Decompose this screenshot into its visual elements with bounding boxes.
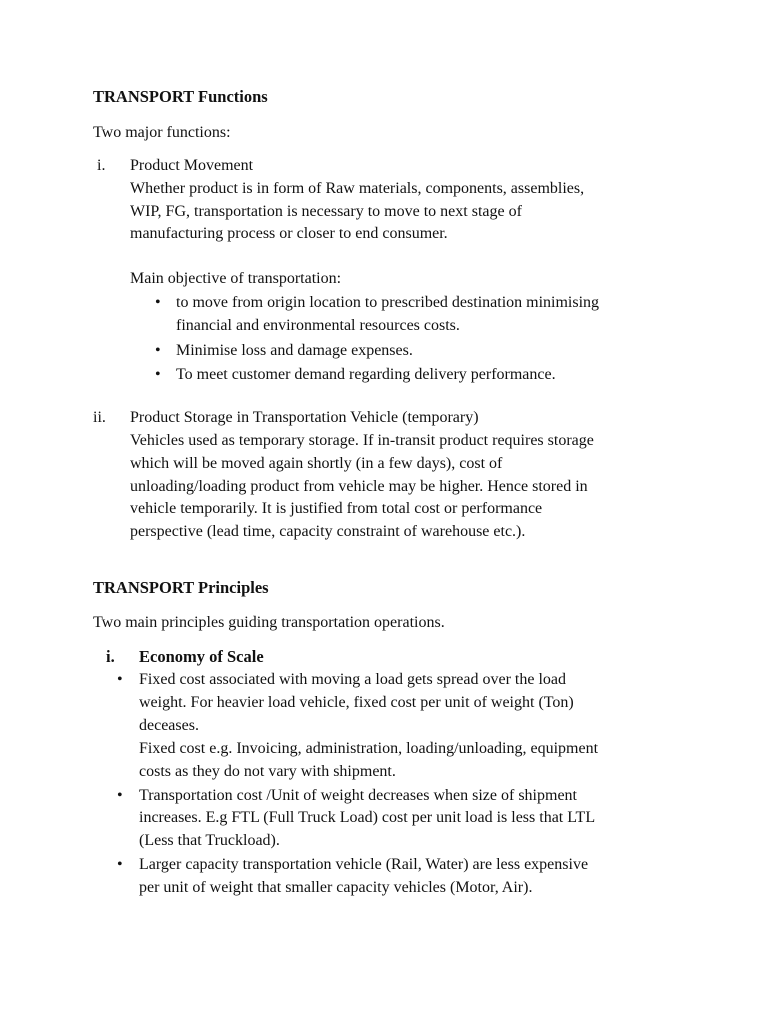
bullet-dot: • bbox=[117, 856, 123, 873]
functions-item2-line: Vehicles used as temporary storage. If in-transit product requires storage bbox=[130, 432, 594, 449]
functions-item2-line: which will be moved again shortly (in a few days), cost of bbox=[130, 455, 503, 472]
bullet-dot: • bbox=[117, 671, 123, 688]
functions-intro: Two major functions: bbox=[93, 124, 231, 141]
principle-bullet-line: deceases. bbox=[139, 717, 199, 734]
functions-item1-marker: i. bbox=[97, 157, 106, 174]
functions-item2-title: Product Storage in Transportation Vehicle (temporary) bbox=[130, 409, 479, 426]
principle-bullet-line: Fixed cost e.g. Invoicing, administration, loading/unloading, equipment bbox=[139, 740, 599, 757]
objective-bullet-line: Minimise loss and damage expenses. bbox=[176, 342, 413, 359]
functions-item2-line: perspective (lead time, capacity constraint of warehouse etc.). bbox=[130, 523, 526, 540]
principle-bullet-line: Fixed cost associated with moving a load gets spread over the load bbox=[139, 671, 567, 688]
functions-item2-line: vehicle temporarily. It is justified from total cost or performance bbox=[130, 500, 543, 517]
objective-bullet-line: To meet customer demand regarding delivery performance. bbox=[176, 366, 556, 383]
principle-bullet-line: weight. For heavier load vehicle, fixed cost per unit of weight (Ton) bbox=[139, 694, 574, 711]
principles-heading: TRANSPORT Principles bbox=[93, 578, 269, 597]
functions-item1-line: WIP, FG, transportation is necessary to move to next stage of bbox=[130, 203, 522, 220]
functions-item1-title: Product Movement bbox=[130, 157, 254, 174]
principle-bullet-line: costs as they do not vary with shipment. bbox=[139, 763, 396, 780]
objective-bullet-line: financial and environmental resources costs. bbox=[176, 317, 460, 334]
principle-bullet-line: (Less that Truckload). bbox=[139, 832, 280, 849]
functions-item1-line: manufacturing process or closer to end consumer. bbox=[130, 225, 448, 242]
principle-bullet-line: per unit of weight that smaller capacity vehicles (Motor, Air). bbox=[139, 879, 533, 896]
functions-item1-line: Whether product is in form of Raw materials, components, assemblies, bbox=[130, 180, 585, 197]
functions-heading: TRANSPORT Functions bbox=[93, 87, 268, 106]
functions-item2-line: unloading/loading product from vehicle may be higher. Hence stored in bbox=[130, 478, 588, 495]
bullet-dot: • bbox=[155, 366, 161, 383]
principles-item1-title: Economy of Scale bbox=[139, 647, 264, 666]
functions-objective-label: Main objective of transportation: bbox=[130, 270, 342, 287]
principle-bullet-line: increases. E.g FTL (Full Truck Load) cost per unit load is less that LTL bbox=[139, 809, 596, 826]
bullet-dot: • bbox=[155, 342, 161, 359]
bullet-dot: • bbox=[117, 787, 123, 804]
principle-bullet-line: Transportation cost /Unit of weight decreases when size of shipment bbox=[139, 787, 577, 804]
principles-intro: Two main principles guiding transportation operations. bbox=[93, 614, 445, 631]
principles-item1-marker: i. bbox=[106, 647, 115, 666]
bullet-dot: • bbox=[155, 294, 161, 311]
principle-bullet-line: Larger capacity transportation vehicle (Rail, Water) are less expensive bbox=[139, 856, 589, 873]
objective-bullet-line: to move from origin location to prescribed destination minimising bbox=[176, 294, 600, 311]
functions-item2-marker: ii. bbox=[93, 409, 106, 426]
